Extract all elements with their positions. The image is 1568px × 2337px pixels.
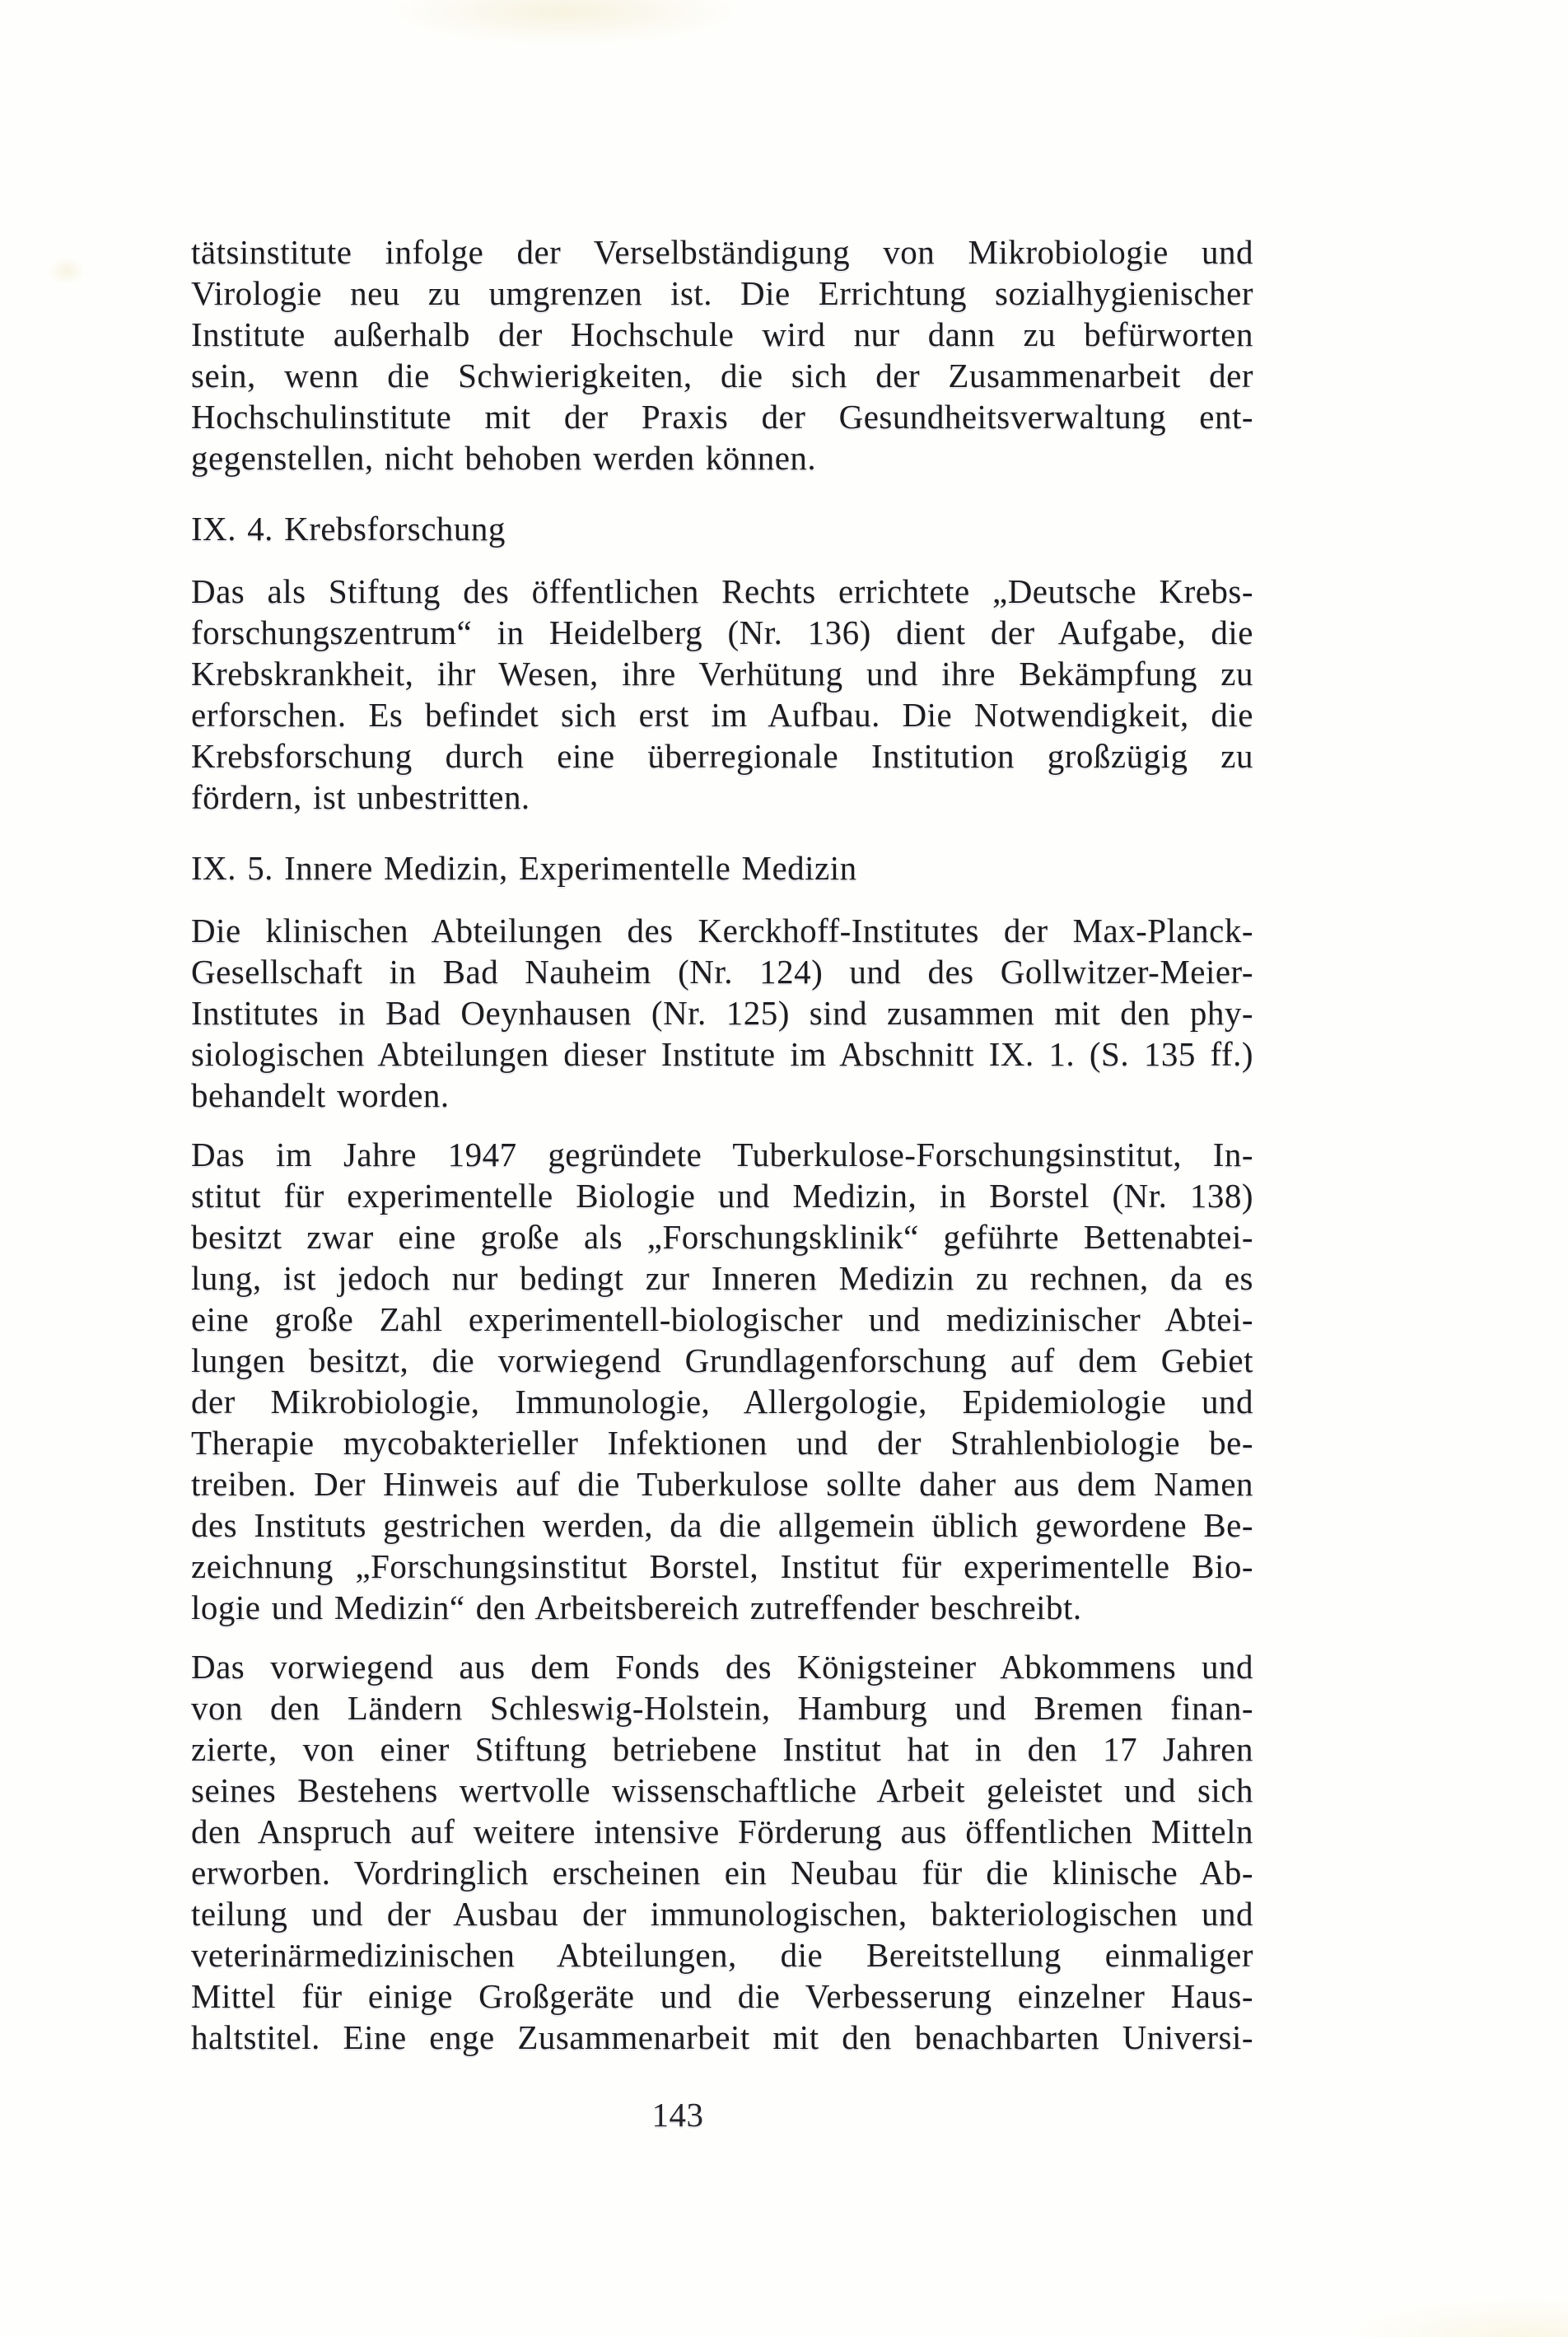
scan-smudge-left (48, 257, 86, 285)
text-line: siologischen Abteilungen dieser Institute im Abschnitt IX. 1. (S. 135 ff.) (191, 1035, 1253, 1073)
scan-smudge-bottom-right (1354, 2299, 1568, 2337)
text-line: Das im Jahre 1947 gegründete Tuberkulose-Forschungsinstitut, In- (191, 1136, 1253, 1173)
text-line: zeichnung „Forschungsinstitut Borstel, Institut für experimentelle Bio- (191, 1547, 1253, 1585)
text-line: eine große Zahl experimentell-biologischer und medizinischer Abtei- (191, 1300, 1253, 1338)
body-paragraph (191, 1134, 1253, 1628)
text-line: von den Ländern Schleswig-Holstein, Hamburg und Bremen finan- (191, 1689, 1253, 1727)
body-paragraph (191, 571, 1253, 818)
body-paragraph (191, 910, 1253, 1116)
text-line: haltstitel. Eine enge Zusammenarbeit mit den benachbarten Universi- (191, 2018, 1253, 2056)
text-line: Virologie neu zu umgrenzen ist. Die Errichtung sozialhygienischer (191, 274, 1253, 312)
text-line: treiben. Der Hinweis auf die Tuberkulose sollte daher aus dem Namen (191, 1465, 1253, 1503)
body-paragraph (191, 231, 1253, 478)
text-line: zierte, von einer Stiftung betriebene Institut hat in den 17 Jahren (191, 1730, 1253, 1768)
text-line: stitut für experimentelle Biologie und Medizin, in Borstel (Nr. 138) (191, 1177, 1253, 1215)
text-line: fördern, ist unbestritten. (191, 778, 530, 816)
text-line: Gesellschaft in Bad Nauheim (Nr. 124) und des Gollwitzer-Meier- (191, 953, 1253, 991)
text-line: des Instituts gestrichen werden, da die allgemein üblich gewordene Be- (191, 1506, 1253, 1544)
text-line: der Mikrobiologie, Immunologie, Allergologie, Epidemiologie und (191, 1383, 1253, 1420)
text-line: logie und Medizin“ den Arbeitsbereich zutreffender beschreibt. (191, 1588, 1082, 1626)
text-line: behandelt worden. (191, 1076, 450, 1114)
section-heading: IX. 5. Innere Medizin, Experimentelle Medizin (191, 849, 857, 887)
text-line: Die klinischen Abteilungen des Kerckhoff-Institutes der Max-Planck- (191, 912, 1253, 949)
text-line: Institutes in Bad Oeynhausen (Nr. 125) sind zusammen mit den phy- (191, 994, 1253, 1032)
text-line: forschungszentrum“ in Heidelberg (Nr. 136) dient der Aufgabe, die (191, 613, 1253, 651)
text-line: Mittel für einige Großgeräte und die Verbesserung einzelner Haus- (191, 1977, 1253, 2015)
text-line: Therapie mycobakterieller Infektionen und der Strahlenbiologie be- (191, 1424, 1253, 1462)
page-number: 143 (651, 2096, 704, 2134)
text-line: Hochschulinstitute mit der Praxis der Gesundheitsverwaltung ent- (191, 398, 1253, 436)
text-line: teilung und der Ausbau der immunologischen, bakteriologischen und (191, 1895, 1253, 1933)
text-line: gegenstellen, nicht behoben werden können. (191, 439, 817, 477)
text-line: erworben. Vordringlich erscheinen ein Neubau für die klinische Ab- (191, 1854, 1253, 1892)
text-line: veterinärmedizinischen Abteilungen, die Bereitstellung einmaliger (191, 1936, 1253, 1974)
text-line: lung, ist jedoch nur bedingt zur Inneren Medizin zu rechnen, da es (191, 1259, 1253, 1297)
text-line: sein, wenn die Schwierigkeiten, die sich der Zusammenarbeit der (191, 357, 1253, 394)
body-paragraph (191, 1646, 1253, 2058)
text-line: lungen besitzt, die vorwiegend Grundlagenforschung auf dem Gebiet (191, 1341, 1253, 1379)
text-line: Krebskrankheit, ihr Wesen, ihre Verhütung und ihre Bekämpfung zu (191, 655, 1253, 693)
text-line: seines Bestehens wertvolle wissenschaftliche Arbeit geleistet und sich (191, 1771, 1253, 1809)
text-line: Krebsforschung durch eine überregionale Institution großzügig zu (191, 737, 1253, 775)
text-line: erforschen. Es befindet sich erst im Aufbau. Die Notwendigkeit, die (191, 696, 1253, 734)
text-line: Institute außerhalb der Hochschule wird nur dann zu befürworten (191, 315, 1253, 353)
text-line: tätsinstitute infolge der Verselbständigung von Mikrobiologie und (191, 233, 1253, 271)
text-line: Das vorwiegend aus dem Fonds des Königsteiner Abkommens und (191, 1648, 1253, 1686)
scan-smudge-top (387, 0, 741, 46)
text-block (191, 231, 1253, 2135)
text-line: besitzt zwar eine große als „Forschungsklinik“ geführte Bettenabtei- (191, 1218, 1253, 1256)
text-line: Das als Stiftung des öffentlichen Rechts errichtete „Deutsche Krebs- (191, 572, 1253, 610)
section-heading: IX. 4. Krebsforschung (191, 510, 506, 548)
text-line: den Anspruch auf weitere intensive Förderung aus öffentlichen Mitteln (191, 1812, 1253, 1850)
